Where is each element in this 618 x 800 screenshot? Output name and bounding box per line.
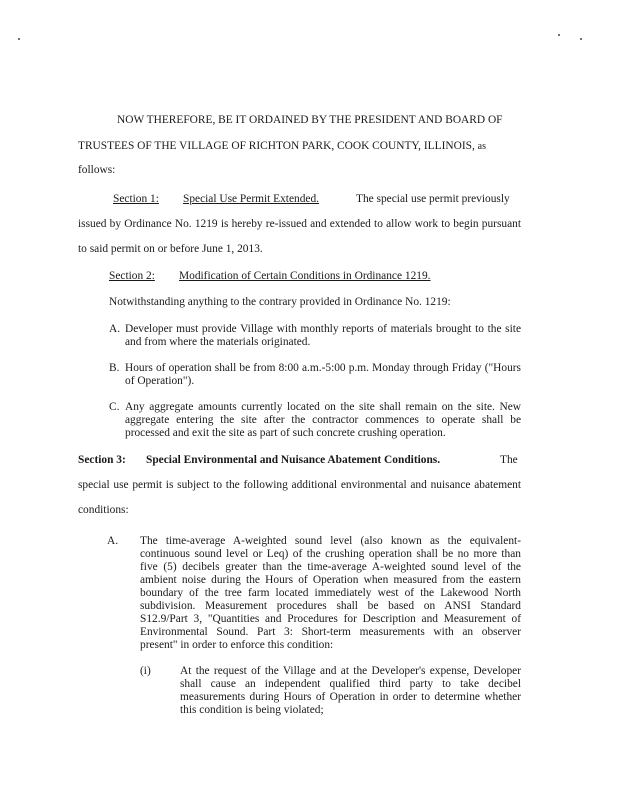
list-item-b-line-2: of Operation").	[125, 375, 195, 387]
section-3-item-a-marker: A.	[107, 535, 119, 547]
scan-speck	[18, 38, 20, 40]
section-3-item-a-line-2: continuous sound level or Leq) of the crushing operation shall be no more than	[140, 548, 521, 560]
section-2-number: Section 2:	[109, 270, 155, 282]
section-3-item-a-line-3: five (5) decibels greater than the time-average A-weighted sound level of the	[140, 561, 521, 573]
list-item-c-marker: C.	[109, 401, 120, 413]
section-1-line-3: to said permit on or before June 1, 2013.	[78, 243, 263, 255]
section-3-heading: Special Environmental and Nuisance Abatement Conditions.	[146, 454, 441, 466]
list-item-b-line-1: Hours of operation shall be from 8:00 a.m.-5:00 p.m. Monday through Friday ("Hours	[125, 362, 521, 374]
list-item-a-line-2: and from where the materials originated.	[125, 336, 311, 348]
section-3-line-2: special use permit is subject to the following additional environmental and nuisance abatement	[78, 479, 521, 491]
section-3-item-a-line-8: Environmental Sound. Part 3: Short-term measurements with an observer	[140, 626, 521, 638]
section-3-item-a-sub-marker: (i)	[140, 665, 151, 677]
section-3-item-a-line-4: ambient noise during the Hours of Operation when measured from the eastern	[140, 574, 521, 586]
preamble-line-3: follows:	[78, 164, 116, 176]
list-item-c-line-1: Any aggregate amounts currently located on the site shall remain on the site. New	[125, 401, 521, 413]
section-1-number: Section 1:	[113, 193, 159, 205]
scan-speck	[580, 38, 582, 40]
section-1-heading	[183, 192, 319, 206]
section-2-label	[109, 269, 155, 283]
section-1-heading-text: Special Use Permit Extended.	[183, 193, 320, 205]
section-2-heading	[179, 269, 431, 283]
preamble-line-2	[78, 139, 486, 154]
section-3-item-a-sub-line-1: At the request of the Village and at the Developer's expense, Developer	[180, 665, 521, 677]
section-3-item-a-sub-line-3: measurements during Hours of Operation in order to determine whether	[180, 691, 521, 703]
preamble-line-2-main: TRUSTEES OF THE VILLAGE OF RICHTON PARK, COOK COUNTY, ILLINOIS,	[78, 140, 475, 152]
preamble-line-2-tail: as	[477, 141, 486, 152]
list-item-a-marker: A.	[109, 323, 121, 335]
section-3-line-3: conditions:	[78, 504, 129, 516]
section-3-label: Section 3:	[78, 454, 126, 466]
section-1-label	[113, 192, 159, 206]
section-2-heading-text: Modification of Certain Conditions in Ordinance 1219.	[179, 270, 431, 282]
preamble-line-1: NOW THEREFORE, BE IT ORDAINED BY THE PRESIDENT AND BOARD OF	[117, 114, 503, 126]
section-3-item-a-line-9: present" in order to enforce this condition:	[140, 639, 334, 651]
section-3-item-a-line-1: The time-average A-weighted sound level (also known as the equivalent-	[140, 535, 521, 547]
section-2-intro: Notwithstanding anything to the contrary provided in Ordinance No. 1219:	[109, 296, 451, 308]
scan-speck	[558, 34, 560, 36]
list-item-b-marker: B.	[109, 362, 120, 374]
section-3-item-a-sub-line-2: shall cause an independent qualified third party to take decibel	[180, 678, 521, 690]
list-item-a-line-1: Developer must provide Village with monthly reports of materials brought to the site	[125, 323, 521, 335]
section-3-item-a-line-6: subdivision. Measurement procedures shall be based on ANSI Standard	[140, 600, 521, 612]
section-3-item-a-line-5: boundary of the tree farm located immediately west of the Lakewood North	[140, 587, 521, 599]
list-item-c-line-3: processed and exit the site as part of such concrete crushing operation.	[125, 427, 446, 439]
section-3-line-1-tail: The	[500, 454, 518, 466]
section-1-line-2: issued by Ordinance No. 1219 is hereby re-issued and extended to allow work to begin pursuant	[78, 218, 521, 230]
section-1-line-1-tail: The special use permit previously	[356, 193, 510, 205]
list-item-c-line-2: aggregate entering the site after the contractor commences to operate shall be	[125, 414, 521, 426]
section-3-item-a-line-7: S12.9/Part 3, "Quantities and Procedures for Description and Measurement of	[140, 613, 521, 625]
section-3-item-a-sub-line-4: this condition is being violated;	[180, 704, 324, 716]
